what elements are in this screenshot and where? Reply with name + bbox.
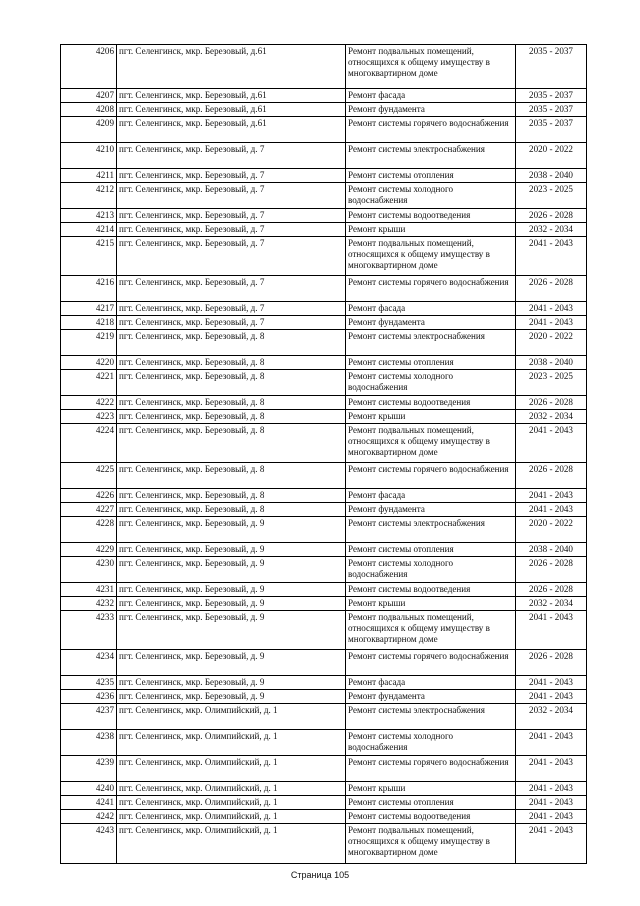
cell-addr: пгт. Селенгинск, мкр. Березовый, д. 7 <box>117 223 346 237</box>
cell-work: Ремонт системы водоотведения <box>346 583 516 597</box>
table-row <box>61 410 587 424</box>
table-row <box>61 424 587 463</box>
table-row <box>61 316 587 330</box>
cell-addr: пгт. Селенгинск, мкр. Олимпийский, д. 1 <box>117 704 346 730</box>
cell-num: 4229 <box>61 543 117 557</box>
cell-num: 4224 <box>61 424 117 463</box>
table-row <box>61 463 587 489</box>
cell-num: 4222 <box>61 396 117 410</box>
cell-years: 2026 - 2028 <box>516 650 587 676</box>
cell-addr: пгт. Селенгинск, мкр. Олимпийский, д. 1 <box>117 810 346 824</box>
table-row <box>61 543 587 557</box>
cell-work: Ремонт фасада <box>346 89 516 103</box>
cell-addr: пгт. Селенгинск, мкр. Березовый, д. 7 <box>117 237 346 276</box>
table-row <box>61 143 587 169</box>
cell-num: 4206 <box>61 45 117 89</box>
cell-work: Ремонт крыши <box>346 410 516 424</box>
cell-addr: пгт. Селенгинск, мкр. Березовый, д. 7 <box>117 302 346 316</box>
page-number: Страница 105 <box>290 870 350 880</box>
table-row <box>61 223 587 237</box>
cell-addr: пгт. Селенгинск, мкр. Олимпийский, д. 1 <box>117 756 346 782</box>
cell-work: Ремонт системы горячего водоснабжения <box>346 463 516 489</box>
cell-addr: пгт. Селенгинск, мкр. Березовый, д. 8 <box>117 489 346 503</box>
cell-work: Ремонт системы водоотведения <box>346 810 516 824</box>
cell-addr: пгт. Селенгинск, мкр. Олимпийский, д. 1 <box>117 730 346 756</box>
table-row <box>61 396 587 410</box>
table-row <box>61 756 587 782</box>
cell-addr: пгт. Селенгинск, мкр. Березовый, д. 7 <box>117 209 346 223</box>
cell-num: 4223 <box>61 410 117 424</box>
cell-addr: пгт. Селенгинск, мкр. Березовый, д. 9 <box>117 583 346 597</box>
cell-work: Ремонт подвальных помещений, относящихся к общему имуществу в многоквартирном доме <box>346 611 516 650</box>
cell-years: 2035 - 2037 <box>516 117 587 143</box>
cell-num: 4235 <box>61 676 117 690</box>
table-row <box>61 597 587 611</box>
cell-num: 4213 <box>61 209 117 223</box>
works-table-body <box>61 45 587 864</box>
cell-work: Ремонт фасада <box>346 489 516 503</box>
cell-num: 4237 <box>61 704 117 730</box>
table-row <box>61 824 587 864</box>
table-row <box>61 89 587 103</box>
cell-work: Ремонт системы холодного водоснабжения <box>346 557 516 583</box>
table-row <box>61 650 587 676</box>
cell-years: 2041 - 2043 <box>516 756 587 782</box>
cell-years: 2041 - 2043 <box>516 503 587 517</box>
table-row <box>61 276 587 302</box>
cell-addr: пгт. Селенгинск, мкр. Олимпийский, д. 1 <box>117 796 346 810</box>
cell-num: 4232 <box>61 597 117 611</box>
cell-work: Ремонт системы отопления <box>346 356 516 370</box>
cell-num: 4226 <box>61 489 117 503</box>
cell-work: Ремонт фасада <box>346 302 516 316</box>
cell-num: 4215 <box>61 237 117 276</box>
cell-num: 4240 <box>61 782 117 796</box>
cell-years: 2023 - 2025 <box>516 183 587 209</box>
table-row <box>61 169 587 183</box>
cell-num: 4238 <box>61 730 117 756</box>
cell-years: 2038 - 2040 <box>516 356 587 370</box>
cell-num: 4209 <box>61 117 117 143</box>
table-row <box>61 237 587 276</box>
cell-addr: пгт. Селенгинск, мкр. Березовый, д. 9 <box>117 690 346 704</box>
cell-num: 4231 <box>61 583 117 597</box>
cell-work: Ремонт системы водоотведения <box>346 396 516 410</box>
table-row <box>61 489 587 503</box>
cell-addr: пгт. Селенгинск, мкр. Березовый, д. 8 <box>117 503 346 517</box>
cell-years: 2023 - 2025 <box>516 370 587 396</box>
works-table <box>60 44 587 864</box>
cell-work: Ремонт фундамента <box>346 316 516 330</box>
cell-num: 4207 <box>61 89 117 103</box>
table-row <box>61 209 587 223</box>
cell-work: Ремонт фундамента <box>346 103 516 117</box>
cell-addr: пгт. Селенгинск, мкр. Березовый, д. 7 <box>117 183 346 209</box>
cell-years: 2026 - 2028 <box>516 209 587 223</box>
cell-work: Ремонт системы отопления <box>346 169 516 183</box>
cell-years: 2041 - 2043 <box>516 796 587 810</box>
cell-work: Ремонт крыши <box>346 223 516 237</box>
cell-years: 2020 - 2022 <box>516 517 587 543</box>
table-row <box>61 810 587 824</box>
cell-years: 2026 - 2028 <box>516 557 587 583</box>
cell-years: 2032 - 2034 <box>516 704 587 730</box>
table-row <box>61 690 587 704</box>
cell-num: 4228 <box>61 517 117 543</box>
cell-work: Ремонт системы горячего водоснабжения <box>346 117 516 143</box>
cell-num: 4218 <box>61 316 117 330</box>
cell-years: 2041 - 2043 <box>516 316 587 330</box>
cell-work: Ремонт системы электроснабжения <box>346 704 516 730</box>
cell-addr: пгт. Селенгинск, мкр. Березовый, д. 9 <box>117 597 346 611</box>
cell-num: 4225 <box>61 463 117 489</box>
cell-num: 4230 <box>61 557 117 583</box>
cell-years: 2041 - 2043 <box>516 424 587 463</box>
cell-years: 2041 - 2043 <box>516 782 587 796</box>
cell-num: 4210 <box>61 143 117 169</box>
table-row <box>61 782 587 796</box>
cell-years: 2041 - 2043 <box>516 810 587 824</box>
cell-work: Ремонт подвальных помещений, относящихся к общему имуществу в многоквартирном доме <box>346 237 516 276</box>
cell-years: 2041 - 2043 <box>516 824 587 864</box>
cell-num: 4219 <box>61 330 117 356</box>
cell-num: 4214 <box>61 223 117 237</box>
cell-years: 2041 - 2043 <box>516 489 587 503</box>
table-row <box>61 370 587 396</box>
cell-addr: пгт. Селенгинск, мкр. Олимпийский, д. 1 <box>117 824 346 864</box>
cell-work: Ремонт системы холодного водоснабжения <box>346 183 516 209</box>
cell-work: Ремонт системы электроснабжения <box>346 143 516 169</box>
cell-addr: пгт. Селенгинск, мкр. Березовый, д.61 <box>117 117 346 143</box>
cell-num: 4234 <box>61 650 117 676</box>
table-row <box>61 503 587 517</box>
table-row <box>61 330 587 356</box>
cell-years: 2026 - 2028 <box>516 396 587 410</box>
cell-num: 4239 <box>61 756 117 782</box>
cell-num: 4233 <box>61 611 117 650</box>
cell-addr: пгт. Селенгинск, мкр. Березовый, д. 9 <box>117 517 346 543</box>
cell-addr: пгт. Селенгинск, мкр. Березовый, д. 8 <box>117 463 346 489</box>
cell-work: Ремонт подвальных помещений, относящихся к общему имуществу в многоквартирном доме <box>346 824 516 864</box>
table-row <box>61 676 587 690</box>
cell-num: 4236 <box>61 690 117 704</box>
cell-num: 4216 <box>61 276 117 302</box>
cell-work: Ремонт системы холодного водоснабжения <box>346 370 516 396</box>
cell-years: 2038 - 2040 <box>516 543 587 557</box>
table-row <box>61 183 587 209</box>
table-row <box>61 302 587 316</box>
cell-work: Ремонт системы электроснабжения <box>346 330 516 356</box>
cell-num: 4243 <box>61 824 117 864</box>
cell-num: 4241 <box>61 796 117 810</box>
cell-work: Ремонт системы отопления <box>346 543 516 557</box>
table-row <box>61 356 587 370</box>
cell-addr: пгт. Селенгинск, мкр. Березовый, д. 9 <box>117 676 346 690</box>
cell-work: Ремонт системы горячего водоснабжения <box>346 650 516 676</box>
cell-addr: пгт. Селенгинск, мкр. Березовый, д. 7 <box>117 143 346 169</box>
cell-addr: пгт. Селенгинск, мкр. Березовый, д. 9 <box>117 557 346 583</box>
cell-addr: пгт. Селенгинск, мкр. Березовый, д. 7 <box>117 169 346 183</box>
cell-addr: пгт. Селенгинск, мкр. Березовый, д. 8 <box>117 424 346 463</box>
table-row <box>61 704 587 730</box>
cell-addr: пгт. Селенгинск, мкр. Березовый, д.61 <box>117 89 346 103</box>
cell-work: Ремонт фундамента <box>346 503 516 517</box>
cell-years: 2026 - 2028 <box>516 583 587 597</box>
cell-years: 2041 - 2043 <box>516 690 587 704</box>
cell-years: 2041 - 2043 <box>516 676 587 690</box>
cell-addr: пгт. Селенгинск, мкр. Березовый, д. 8 <box>117 370 346 396</box>
cell-num: 4208 <box>61 103 117 117</box>
cell-num: 4221 <box>61 370 117 396</box>
cell-addr: пгт. Селенгинск, мкр. Березовый, д.61 <box>117 103 346 117</box>
cell-addr: пгт. Селенгинск, мкр. Березовый, д. 9 <box>117 543 346 557</box>
cell-addr: пгт. Селенгинск, мкр. Березовый, д. 7 <box>117 276 346 302</box>
cell-years: 2041 - 2043 <box>516 730 587 756</box>
cell-years: 2020 - 2022 <box>516 143 587 169</box>
cell-work: Ремонт фундамента <box>346 690 516 704</box>
cell-addr: пгт. Селенгинск, мкр. Березовый, д. 8 <box>117 396 346 410</box>
cell-years: 2032 - 2034 <box>516 597 587 611</box>
cell-addr: пгт. Селенгинск, мкр. Березовый, д. 7 <box>117 316 346 330</box>
cell-work: Ремонт подвальных помещений, относящихся к общему имуществу в многоквартирном доме <box>346 45 516 89</box>
cell-work: Ремонт системы отопления <box>346 796 516 810</box>
cell-work: Ремонт подвальных помещений, относящихся к общему имуществу в многоквартирном доме <box>346 424 516 463</box>
cell-work: Ремонт системы холодного водоснабжения <box>346 730 516 756</box>
cell-addr: пгт. Селенгинск, мкр. Березовый, д. 9 <box>117 611 346 650</box>
cell-num: 4242 <box>61 810 117 824</box>
cell-years: 2026 - 2028 <box>516 276 587 302</box>
cell-years: 2020 - 2022 <box>516 330 587 356</box>
cell-num: 4212 <box>61 183 117 209</box>
table-row <box>61 730 587 756</box>
cell-work: Ремонт системы водоотведения <box>346 209 516 223</box>
cell-addr: пгт. Селенгинск, мкр. Березовый, д.61 <box>117 45 346 89</box>
cell-years: 2041 - 2043 <box>516 611 587 650</box>
cell-num: 4220 <box>61 356 117 370</box>
cell-addr: пгт. Селенгинск, мкр. Березовый, д. 9 <box>117 650 346 676</box>
cell-years: 2041 - 2043 <box>516 302 587 316</box>
cell-years: 2041 - 2043 <box>516 237 587 276</box>
cell-work: Ремонт системы горячего водоснабжения <box>346 276 516 302</box>
table-row <box>61 583 587 597</box>
cell-work: Ремонт системы горячего водоснабжения <box>346 756 516 782</box>
table-row <box>61 117 587 143</box>
table-row <box>61 557 587 583</box>
cell-num: 4217 <box>61 302 117 316</box>
table-row <box>61 796 587 810</box>
cell-years: 2032 - 2034 <box>516 410 587 424</box>
cell-years: 2038 - 2040 <box>516 169 587 183</box>
cell-years: 2035 - 2037 <box>516 45 587 89</box>
table-row <box>61 103 587 117</box>
cell-years: 2026 - 2028 <box>516 463 587 489</box>
cell-years: 2032 - 2034 <box>516 223 587 237</box>
cell-years: 2035 - 2037 <box>516 89 587 103</box>
cell-addr: пгт. Селенгинск, мкр. Олимпийский, д. 1 <box>117 782 346 796</box>
cell-addr: пгт. Селенгинск, мкр. Березовый, д. 8 <box>117 330 346 356</box>
table-row <box>61 517 587 543</box>
cell-work: Ремонт системы электроснабжения <box>346 517 516 543</box>
cell-years: 2035 - 2037 <box>516 103 587 117</box>
cell-work: Ремонт фасада <box>346 676 516 690</box>
table-row <box>61 611 587 650</box>
cell-work: Ремонт крыши <box>346 597 516 611</box>
cell-addr: пгт. Селенгинск, мкр. Березовый, д. 8 <box>117 410 346 424</box>
cell-num: 4227 <box>61 503 117 517</box>
table-row <box>61 45 587 89</box>
cell-addr: пгт. Селенгинск, мкр. Березовый, д. 8 <box>117 356 346 370</box>
cell-num: 4211 <box>61 169 117 183</box>
cell-work: Ремонт крыши <box>346 782 516 796</box>
